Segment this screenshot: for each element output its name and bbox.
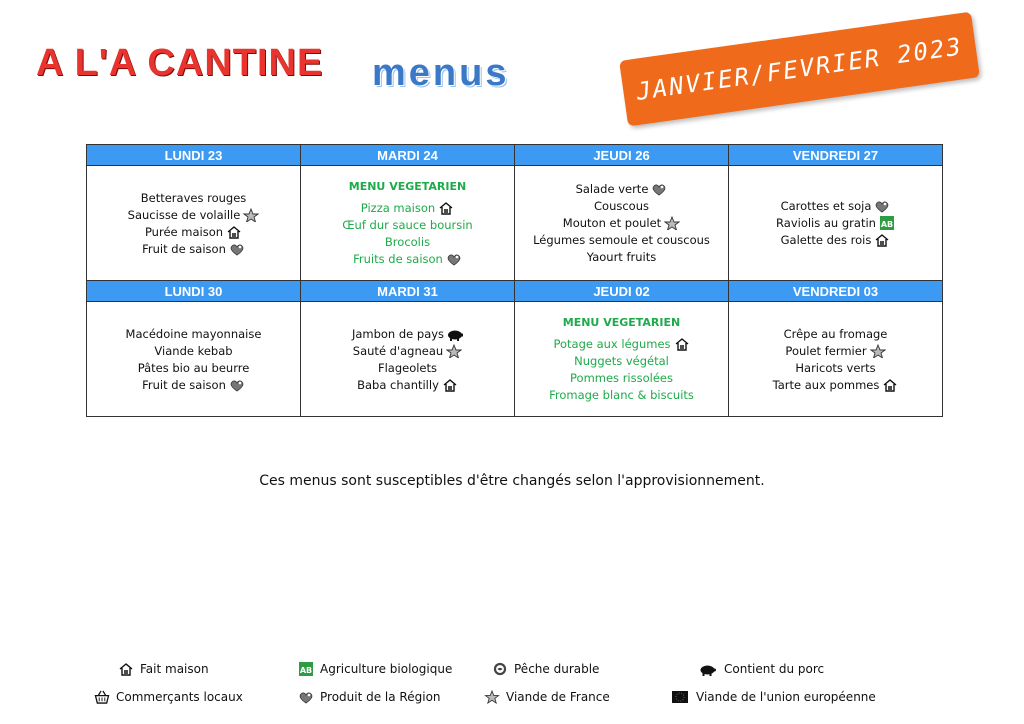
france-star-icon <box>870 344 886 358</box>
dish: Crêpe au fromage <box>783 326 888 341</box>
dish: Galette des rois <box>781 233 891 247</box>
supply-note: Ces menus sont susceptibles d'être changés selon l'approvisionnement. <box>259 473 765 489</box>
dish: Brocolis <box>384 235 431 249</box>
day-header: LUNDI 30 <box>87 281 301 302</box>
day-header: JEUDI 02 <box>515 281 729 302</box>
dish: Betteraves rouges <box>140 190 247 205</box>
dish: Carottes et soja <box>781 199 891 213</box>
day-header: LUNDI 23 <box>87 145 301 166</box>
day-cell <box>729 302 943 417</box>
eu-flag-icon <box>670 690 690 704</box>
dish: Sauté d'agneau <box>353 344 462 358</box>
day-cell <box>729 166 943 281</box>
house-icon <box>438 201 454 215</box>
dish: Raviolis au gratin <box>776 216 895 230</box>
france-star-icon <box>664 216 680 230</box>
dish: Saucisse de volaille <box>128 208 260 222</box>
day-cell <box>87 166 301 281</box>
house-icon <box>118 662 134 676</box>
menu-grid <box>86 144 943 417</box>
pig-icon <box>698 662 718 676</box>
house-icon <box>874 233 890 247</box>
dish: Jambon de pays <box>352 327 463 341</box>
day-header: JEUDI 26 <box>515 145 729 166</box>
dish: Baba chantilly <box>357 378 458 392</box>
pig-icon <box>447 327 463 341</box>
menus-heading: menus <box>372 52 510 94</box>
dish: Légumes semoule et couscous <box>533 233 710 247</box>
dish: Œuf dur sauce boursin <box>342 218 473 232</box>
day-header: VENDREDI 03 <box>729 281 943 302</box>
dish: Macédoine mayonnaise <box>125 326 262 341</box>
ab-bio-icon <box>298 662 314 676</box>
dish: Pâtes bio au beurre <box>137 360 250 375</box>
week1-header-row <box>87 145 943 166</box>
dish: Pizza maison <box>361 201 454 215</box>
house-icon <box>226 225 242 239</box>
dish: Haricots verts <box>795 360 876 375</box>
heart-region-icon <box>446 252 462 266</box>
day-cell <box>515 302 729 417</box>
house-icon <box>882 378 898 392</box>
dish: Fruit de saison <box>142 378 245 392</box>
day-cell <box>301 302 515 417</box>
dish: Viande kebab <box>154 343 233 358</box>
day-cell <box>301 166 515 281</box>
dish: Pommes rissolées <box>570 371 673 385</box>
france-star-icon <box>243 208 259 222</box>
heart-region-icon <box>229 242 245 256</box>
france-star-icon <box>446 344 462 358</box>
heart-region-icon <box>229 378 245 392</box>
dish: Tarte aux pommes <box>773 378 899 392</box>
day-header: MARDI 31 <box>301 281 515 302</box>
dish: Mouton et poulet <box>563 216 680 230</box>
dish: Couscous <box>594 199 649 213</box>
legend-item: Viande de France <box>484 690 610 704</box>
day-cell <box>87 302 301 417</box>
vegetarian-label: MENU VEGETARIEN <box>562 316 681 329</box>
dish: Fruits de saison <box>353 252 462 266</box>
legend-item: Commerçants locaux <box>94 690 243 704</box>
house-icon <box>674 337 690 351</box>
day-header: VENDREDI 27 <box>729 145 943 166</box>
vegetarian-label: MENU VEGETARIEN <box>348 180 467 193</box>
heart-region-icon <box>874 199 890 213</box>
week2-header-row <box>87 281 943 302</box>
legend-item: Fait maison <box>118 662 209 676</box>
basket-icon <box>94 690 110 704</box>
legend-item: Pêche durable <box>492 662 599 676</box>
period-banner <box>619 12 980 127</box>
dish: Nuggets végétal <box>574 354 669 368</box>
house-icon <box>442 378 458 392</box>
heart-region-icon <box>651 182 667 196</box>
legend-item: Contient du porc <box>698 662 824 676</box>
dish: Flageolets <box>377 360 438 375</box>
legend <box>0 660 1024 720</box>
day-cell <box>515 166 729 281</box>
day-header: MARDI 24 <box>301 145 515 166</box>
heart-region-icon <box>298 690 314 704</box>
brand-title: A L'A CANTINE <box>36 42 324 84</box>
dish: Fruit de saison <box>142 242 245 256</box>
dish: Poulet fermier <box>785 344 885 358</box>
legend-item: Agriculture biologique <box>298 662 452 676</box>
period-label: JANVIER/FEVRIER 2023 <box>634 32 965 106</box>
week2-menu-row <box>87 302 943 417</box>
dish: Yaourt fruits <box>586 250 657 264</box>
dish: Salade verte <box>576 182 668 196</box>
week1-menu-row <box>87 166 943 281</box>
dish: Purée maison <box>145 225 242 239</box>
france-star-icon <box>484 690 500 704</box>
ab-bio-icon <box>879 216 895 230</box>
dish: Potage aux légumes <box>553 337 689 351</box>
legend-item: Viande de l'union européenne <box>670 690 876 704</box>
dish: Fromage blanc & biscuits <box>549 388 694 402</box>
fish-icon <box>492 662 508 676</box>
legend-item: Produit de la Région <box>298 690 441 704</box>
